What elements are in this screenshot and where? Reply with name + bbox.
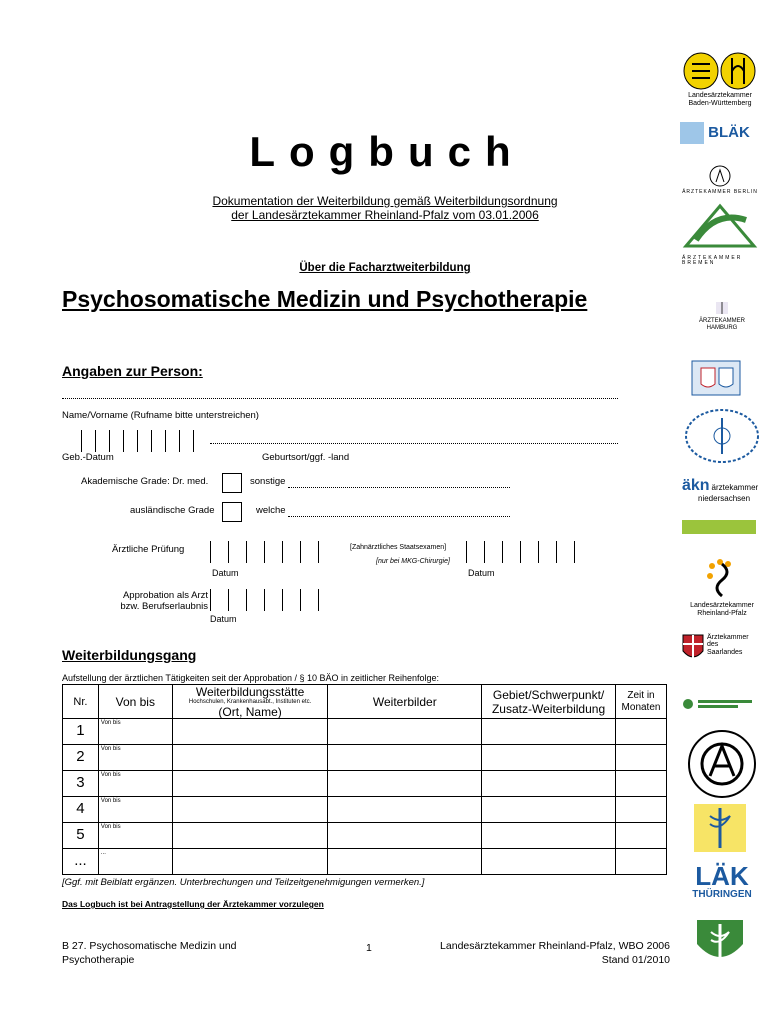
row-gebiet[interactable] [482,849,616,875]
dob-boxes[interactable] [81,430,194,452]
col-zeit [616,685,667,719]
row-nr: 3 [63,771,99,797]
logo-saarland [682,634,762,662]
row-staette[interactable] [172,849,328,875]
row-staette[interactable] [172,823,328,849]
row-vonbis[interactable]: Von bis [98,719,172,745]
row-nr: 1 [63,719,99,745]
row-staette[interactable] [172,771,328,797]
row-nr: 5 [63,823,99,849]
approbation-label-1: Approbation als Arzt [122,590,208,601]
foreign-degree-checkbox[interactable] [222,502,242,522]
footer-right-1: Landesärztekammer Rheinland-Pfalz, WBO 2006 [440,940,670,952]
brandenburg-emblem-icon [682,202,758,250]
bremen-text-1: ÄRZTEKAMMER [682,255,743,261]
logo-hamburg [682,300,762,331]
mkg-label: [nur bei MKG-Chirurgie] [376,558,450,565]
approbation-label-2: bzw. Berufserlaubnis [120,601,208,612]
rlp-text-1: Landesärztekammer [690,602,754,610]
exam-date-label: Datum [212,568,239,578]
bw-lions-icon [682,52,758,90]
logo-schleswig-holstein [690,802,750,856]
footer-right-2: Stand 01/2010 [601,954,670,966]
logo-aekn [682,478,762,503]
dental-exam-label: [Zahnärztliches Staatsexamen] [350,544,447,551]
which-line[interactable] [288,516,510,517]
other-degree-line[interactable] [288,487,510,488]
blaek-text: BLÄK [708,123,750,141]
birthplace-label: Geburtsort/ggf. -land [262,452,350,463]
row-zeit[interactable] [616,771,667,797]
row-gebiet[interactable] [482,771,616,797]
hessen-shield-icon [691,360,741,396]
berlin-bear-icon [708,164,732,188]
row-weiterbilder[interactable] [328,745,482,771]
row-zeit[interactable] [616,849,667,875]
aekn-text-1: äkn [682,477,710,494]
logo-berlin [680,164,760,196]
approbation-date-label: Datum [210,614,237,624]
logo-rlp [682,556,762,617]
person-heading: Angaben zur Person: [62,363,203,379]
table-row [63,849,667,875]
row-nr: 4 [63,797,99,823]
row-nr: ... [63,849,99,875]
name-line[interactable] [62,398,618,399]
row-staette[interactable] [172,719,328,745]
dental-exam-date-label: Datum [468,568,495,578]
footer-left-2: Psychotherapie [62,954,135,966]
col-zeit-1: Zeit in [627,689,655,701]
row-gebiet[interactable] [482,745,616,771]
table-row [63,745,667,771]
row-gebiet[interactable] [482,719,616,745]
row-weiterbilder[interactable] [328,771,482,797]
training-intro: Aufstellung der ärztlichen Tätigkeiten seit der Approbation / § 10 BÄO in zeitlicher Reihenfolge: [62,673,440,683]
logo-nordrhein [682,520,758,534]
saar-text-2: des [707,641,719,649]
birthplace-line[interactable] [210,443,618,444]
saarland-shield-icon [682,634,704,662]
footer-left-1: B 27. Psychosomatische Medizin und [62,940,237,952]
logo-sachsen [682,696,758,714]
logo-bremen [682,256,762,267]
col-gebiet [482,685,616,719]
name-label: Name/Vorname (Rufname bitte unterstreichen) [62,410,259,421]
row-vonbis[interactable]: Von bis [98,745,172,771]
degree-label: Akademische Grade: Dr. med. [81,476,209,487]
dr-med-checkbox[interactable] [222,473,242,493]
nordrhein-banner-icon [682,520,756,534]
saar-text-1: Ärztekammer [707,634,749,641]
col-nr: Nr. [63,685,99,719]
sachsen-anhalt-round-icon [686,728,758,800]
table-row [63,719,667,745]
col-gebiet-1: Gebiet/Schwerpunkt/ [492,687,605,702]
westfalen-shield-icon [693,916,747,970]
which-label: welche [256,505,286,516]
row-staette[interactable] [172,745,328,771]
dental-exam-boxes[interactable] [466,541,575,563]
mv-round-seal-icon [684,408,760,464]
saar-text-3: Saarlandes [707,648,743,656]
bw-text-1: Landesärztekammer [688,92,752,100]
logo-sachsen-anhalt [684,728,760,802]
logo-hessen [686,360,746,398]
about-line: Über die Facharztweiterbildung [299,262,471,274]
page-number: 1 [366,942,372,954]
logo-baden-wuerttemberg [682,52,758,107]
hamburg-text-1: ÄRZTEKAMMER [698,318,745,325]
row-zeit[interactable] [616,823,667,849]
row-zeit[interactable] [616,719,667,745]
row-weiterbilder[interactable] [328,823,482,849]
page-title: Logbuch [249,128,525,175]
logo-mecklenburg [682,408,762,466]
bw-text-2: Baden-Württemberg [688,99,752,107]
row-zeit[interactable] [616,797,667,823]
aekn-text-2: ärztekammer [711,483,759,492]
bremen-text-2: BREMEN [682,260,716,267]
table-note: [Ggf. mit Beiblatt ergänzen. Unterbrechungen und Teilzeitgenehmigungen vermerken.] [62,877,425,888]
row-weiterbilder[interactable] [328,719,482,745]
exam-date-boxes[interactable] [210,541,319,563]
subtitle-line-1: Dokumentation der Weiterbildung gemäß Weiterbildungsordnung [212,194,558,208]
row-nr: 2 [63,745,99,771]
col-zeit-2: Monaten [621,701,661,713]
training-heading: Weiterbildungsgang [62,647,197,663]
row-vonbis[interactable]: ... [98,849,172,875]
approbation-date-boxes[interactable] [210,589,319,611]
logo-blaek [680,122,760,144]
table-row [63,823,667,849]
rlp-snake-icon [702,556,742,600]
bavaria-diamond-icon [680,122,704,144]
col-staette-main: Weiterbildungsstätte [195,684,305,699]
row-weiterbilder[interactable] [328,849,482,875]
thueringen-text-1: LÄK [695,861,749,891]
other-degree-label: sonstige [250,476,286,487]
col-vonbis: Von bis [98,685,172,719]
col-staette-ort: (Ort, Name) [218,704,282,719]
exam-label: Ärztliche Prüfung [112,544,185,555]
row-weiterbilder[interactable] [328,797,482,823]
col-staette [172,685,328,719]
col-staette-sub: Hochschulen, Krankenhausabt., Instituten etc. [188,698,312,705]
foreign-degree-label: ausländische Grade [130,505,215,516]
rlp-text-2: Rheinland-Pfalz [697,609,747,617]
training-table [62,684,667,875]
row-staette[interactable] [172,797,328,823]
logo-westfalen [692,916,748,972]
col-gebiet-2: Zusatz-Weiterbildung [491,701,606,716]
row-vonbis[interactable]: Von bis [98,797,172,823]
row-gebiet[interactable] [482,797,616,823]
sh-emblem-icon [692,802,748,854]
logo-thueringen [682,862,762,901]
sachsen-wordmark-icon [682,696,756,712]
row-gebiet[interactable] [482,823,616,849]
table-row [63,771,667,797]
berlin-text: ÄRZTEKAMMER BERLIN [682,189,758,196]
row-vonbis[interactable]: Von bis [98,823,172,849]
row-vonbis[interactable]: Von bis [98,771,172,797]
submit-note: Das Logbuch ist bei Antragstellung der Ärztekammer vorzulegen [62,899,324,909]
thueringen-text-2: THÜRINGEN [692,889,752,900]
table-row [63,797,667,823]
aekn-text-3: niedersachsen [698,493,751,503]
hamburg-staff-icon [714,300,730,316]
col-weiterbilder: Weiterbilder [328,685,482,719]
hamburg-text-2: HAMBURG [706,324,738,331]
row-zeit[interactable] [616,745,667,771]
dob-label: Geb.-Datum [62,452,114,463]
subtitle-line-2: der Landesärztekammer Rheinland-Pfalz vom 03.01.2006 [231,208,539,222]
specialty-title: Psychosomatische Medizin und Psychotherapie [62,286,588,312]
logo-brandenburg [680,202,760,252]
